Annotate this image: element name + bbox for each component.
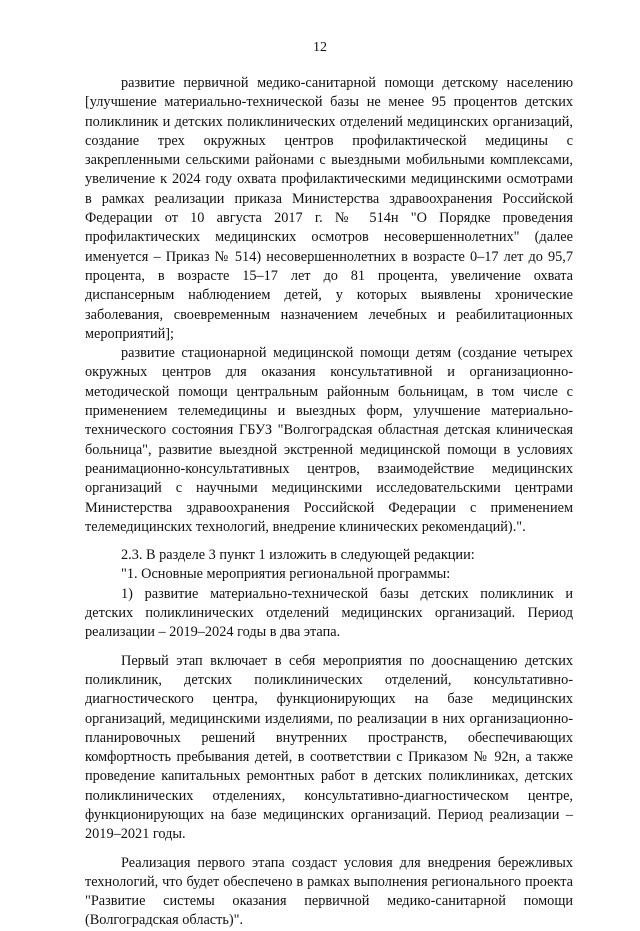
paragraph-first-stage-outcome: Реализация первого этапа создаст условия для внедрения бережливых технологий, что будет обеспечено в рамках выполнения регионального проекта "Развитие системы оказания первичной медико-санитарной помощи (Волгоградская область)". [85,854,573,929]
paragraph-first-stage: Первый этап включает в себя мероприятия по дооснащению детских поликлиник, детских поликлинических отделений, консультативно-диагностического центра, функционирующих на базе медицинских организаций, медицинскими изделиями, по реализации в них организационно-планировочных решений внутренних пространств, обеспечивающих комфортность пребывания детей, в соответствии с Приказом № 92н, а также проведение капитальных ремонтных работ в детских поликлиниках, детских поликлинических отделениях, консультативно-диагностическом центре, функционирующих на базе медицинских организаций. Период реализации – 2019–2021 годы. [85,652,573,843]
paragraph-primary-care: развитие первичной медико-санитарной помощи детскому населению [улучшение материально-технической базы не менее 95 процентов детских поликлиник и детских поликлинических отделений медицинских организаций, создание трех окружных центров профилактической медицины с закрепленными сельскими районами с выездными мобильными комплексами, увеличение к 2024 году охвата профилактическими медицинскими осмотрами в рамках реализации приказа Министерства здравоохранения Российской Федерации от 10 августа 2017 г. № 514н "О Порядке проведения профилактических медицинских осмотров несовершеннолетних" (далее именуется – Приказ № 514) несовершеннолетних в возрасте 0–17 лет до 95,7 процента, в возрасте 15–17 лет до 81 процента, увеличение охвата диспансерным наблюдением детей, у которых выявлены хронические заболевания, своевременным назначением лечебных и реабилитационных мероприятий]; [85,75,573,342]
page-number: 12 [313,40,327,55]
paragraph-inpatient-care: развитие стационарной медицинской помощи детям (создание четырех окружных центров для оказания консультативной и организационно-методической помощи центральным районным больницам, в том числе с применением телемедицины и выездных форм, улучшение материально-технического состояния ГБУЗ "Волгоградская областная детская клиническая больница", развитие выездной экстренной медицинской помощи в условиях реанимационно-консультативных центров, взаимодействие медицинских организаций с научными медицинскими исследовательскими центрами Министерства здравоохранения Российской Федерации с применением телемедицинских технологий, внедрение клинических рекомендаций).". [85,345,573,535]
paragraph-section-3-amendment: 2.3. В разделе 3 пункт 1 изложить в следующей редакции: [121,547,475,564]
paragraph-main-measures-heading: "1. Основные мероприятия региональной программы: [121,566,451,583]
document-body [85,74,573,931]
paragraph-measure-1: 1) развитие материально-технической базы детских поликлиник и детских поликлинических отделений медицинских организаций. Период реализации – 2019–2024 годы в два этапа. [85,585,573,641]
